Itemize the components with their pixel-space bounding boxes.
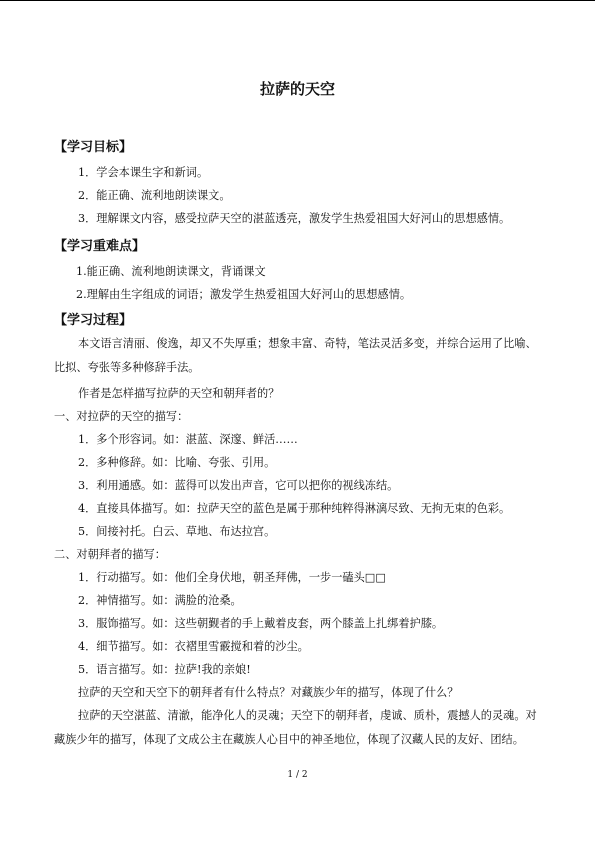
goal-item: 1．学会本课生字和新词。 (78, 166, 209, 179)
part2-title: 二、对朝拜者的描写： (54, 548, 166, 561)
part1-item: 1．多个形容词。如：湛蓝、深邃、鲜活…… (78, 433, 298, 446)
question2-line: 拉萨的天空和天空下的朝拜者有什么特点？对藏族少年的描写，体现了什么？ (78, 686, 459, 699)
part1-item: 2．多种修辞。如：比喻、夸张、引用。 (78, 456, 276, 469)
intro-paragraph: 本文语言清丽、俊逸，却又不失厚重；想象丰富、奇特，笔法灵活多变，并综合运用了比喻、比拟、夸张等多种修辞手法。 (54, 337, 537, 374)
heading-process: 【学习过程】 (54, 313, 133, 328)
part2-item: 2．神情描写。如：满脸的沧桑。 (78, 594, 242, 607)
keypoint-item: 1.能正确、流利地朗读课文，背诵课文 (76, 265, 266, 278)
part1-item: 4．直接具体描写。如：拉萨天空的蓝色是属于那种纯粹得淋漓尽致、无拘无束的色彩。 (78, 502, 511, 515)
part1-item: 5．间接衬托。白云、草地、布达拉宫。 (78, 525, 276, 538)
question-line: 作者是怎样描写拉萨的天空和朝拜者的？ (78, 387, 280, 400)
heading-goals: 【学习目标】 (54, 140, 133, 155)
part2-item: 5．语言描写。如：拉萨!我的亲娘! (78, 663, 251, 676)
part2-item: 1．行动描写。如：他们全身伏地，朝圣拜佛，一步一磕头□□ (78, 571, 386, 584)
page-title: 拉萨的天空 (259, 80, 335, 98)
part1-item: 3．利用通感。如：蓝得可以发出声音，它可以把你的视线冻结。 (78, 479, 399, 492)
top-rule (0, 0, 595, 1)
heading-keypoints: 【学习重难点】 (54, 239, 146, 254)
page-number: 1 / 2 (287, 770, 308, 780)
goal-item: 3．理解课文内容，感受拉萨天空的湛蓝透亮，激发学生热爱祖国大好河山的思想感情。 (78, 212, 511, 225)
goal-item: 2．能正确、流利地朗读课文。 (78, 189, 231, 202)
part1-title: 一、对拉萨的天空的描写： (54, 410, 189, 423)
part2-item: 4．细节描写。如：衣褶里雪霰搅和着的沙尘。 (78, 640, 309, 653)
part2-item: 3．服饰描写。如：这些朝觐者的手上戴着皮套，两个膝盖上扎绑着护膝。 (78, 617, 444, 630)
keypoint-item: 2.理解由生字组成的词语；激发学生热爱祖国大好河山的思想感情。 (76, 288, 412, 301)
answer-paragraph: 拉萨的天空湛蓝、清澈，能净化人的灵魂；天空下的朝拜者，虔诚、质朴，震撼人的灵魂。对藏族少年的描写，体现了文成公主在藏族人心目中的神圣地位，体现了汉藏人民的友好、团结。 (54, 709, 537, 746)
